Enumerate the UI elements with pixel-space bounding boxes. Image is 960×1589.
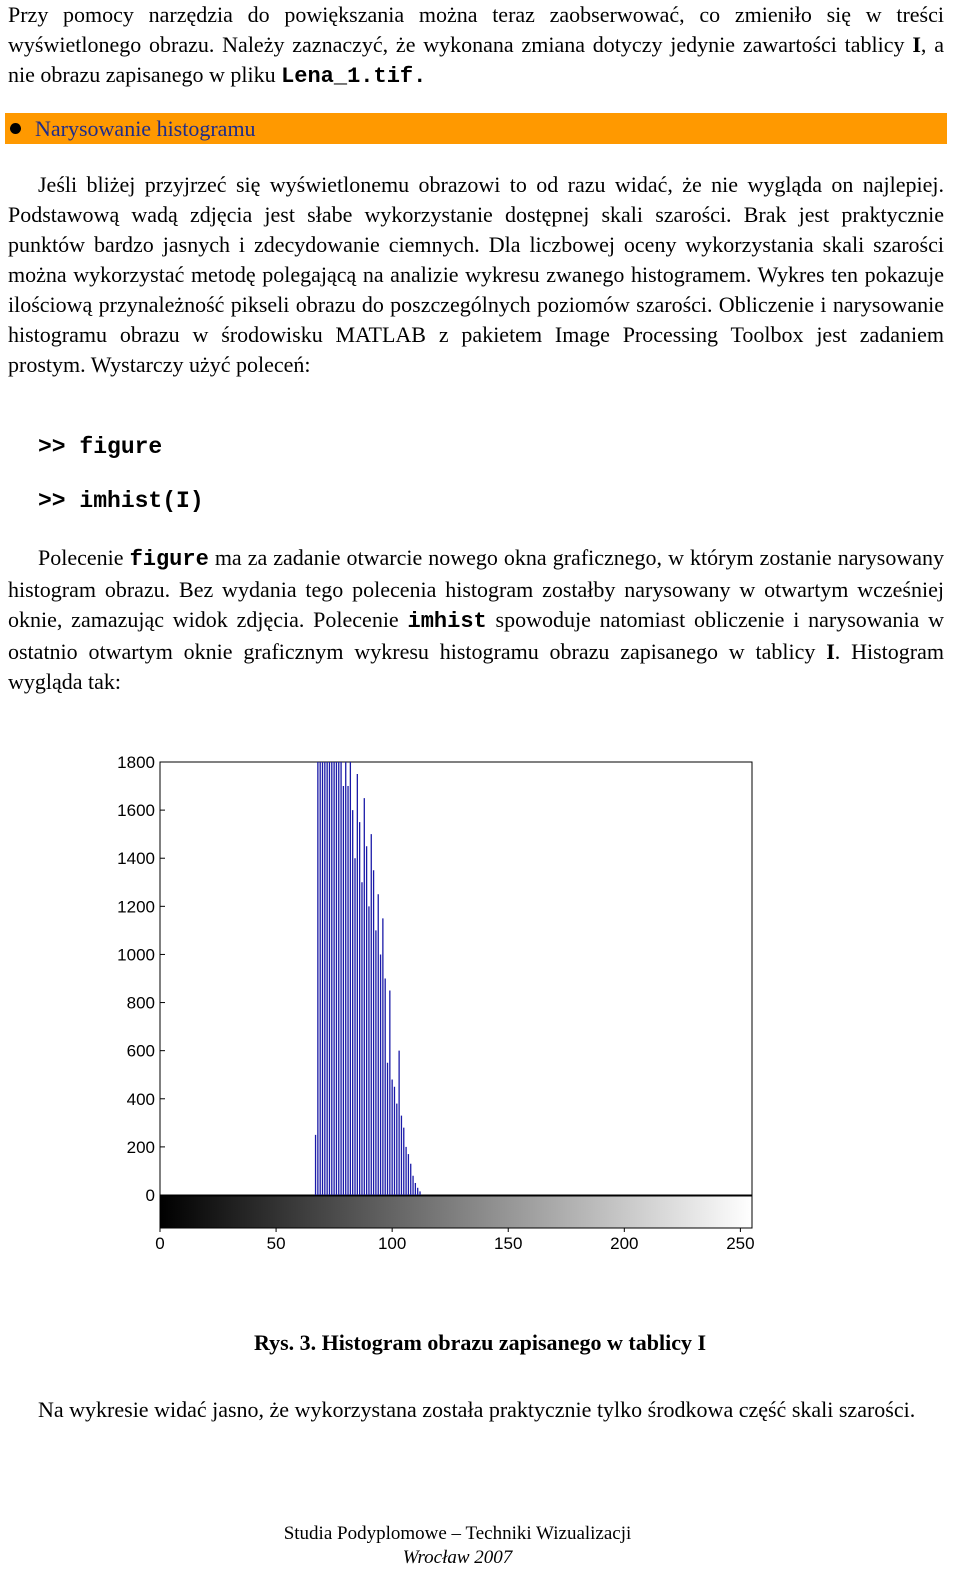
- section-header: [5, 113, 947, 144]
- conclusion-paragraph: Na wykresie widać jasno, że wykorzystana została praktycznie tylko środkowa część skali szarości.: [38, 1397, 916, 1422]
- intro-filename: Lena_1.tif.: [281, 64, 427, 89]
- y-tick-label: 1800: [117, 753, 155, 772]
- intro-text-2: , a nie obrazu zapisanego w pliku: [8, 32, 944, 87]
- histogram-chart: [100, 740, 780, 1280]
- bullet-icon: [10, 123, 21, 134]
- x-tick-label: 200: [610, 1234, 639, 1253]
- commands-paragraph: [8, 543, 944, 697]
- y-tick-label: 800: [126, 993, 155, 1013]
- p2-text-b: ma za zadanie otwarcie nowego okna graficznego, w którym zostanie narysowany histogram obrazu. Bez wydania tego polecenia histogram zostałby narysowany w otwartym wcześniej oknie, zamazując widok zdjęcia. Polecenie: [8, 545, 944, 632]
- p2-text-c: spowoduje natomiast obliczenie i narysowania w ostatnio otwartym oknie graficznym wykresu histogramu obrazu zapisanego w tablicy: [8, 607, 944, 664]
- y-tick-label: 1200: [117, 897, 155, 917]
- p2-cmd-figure: figure: [129, 547, 209, 572]
- code-imhist: >> imhist(I): [38, 488, 204, 514]
- figure-caption: Rys. 3. Histogram obrazu zapisanego w tablicy I: [253, 1330, 707, 1355]
- y-tick-label: 1000: [117, 945, 155, 965]
- section-title: Narysowanie histogramu: [35, 116, 256, 141]
- x-tick-label: 250: [726, 1234, 755, 1253]
- histogram-svg: [100, 740, 780, 1280]
- y-tick-label: 1400: [117, 849, 155, 869]
- y-axis: [117, 753, 165, 1205]
- intro-paragraph: [8, 0, 944, 92]
- x-tick-label: 150: [494, 1234, 523, 1253]
- footer-place: Wrocław 2007: [402, 1547, 513, 1568]
- plot-area: [160, 762, 752, 1195]
- p2-cmd-imhist: imhist: [407, 609, 487, 634]
- y-tick-label: 200: [126, 1137, 155, 1157]
- intro-var-I: I: [912, 32, 921, 57]
- x-tick-label: 0: [155, 1234, 165, 1253]
- grayscale-colorbar: [160, 1196, 752, 1228]
- y-tick-label: 1600: [117, 801, 155, 821]
- p2-var-I: I: [826, 639, 835, 664]
- y-tick-label: 400: [126, 1089, 155, 1109]
- x-tick-label: 100: [377, 1234, 407, 1253]
- y-tick-label: 0: [145, 1186, 155, 1205]
- histogram-intro-paragraph: Jeśli bliżej przyjrzeć się wyświetlonemu obrazowi to od razu widać, że nie wygląda on najlepiej. Podstawową wadą zdjęcia jest słabe wykorzystanie dostępnej skali szarości. Brak jest praktycznie punktów bardzo jasnych i zdecydowanie ciemnych. Dla liczbowej oceny wykorzystania skali szarości można wykorzystać metodę polegającą na analizie wykresu zwanego histogramem. Wykres ten pokazuje ilościową przynależność pikseli obrazu do poszczególnych poziomów szarości. Obliczenie i narysowanie histogramu obrazu w środowisku MATLAB z pakietem Image Processing Toolbox jest zadaniem prostym. Wystarczy użyć poleceń:: [8, 172, 944, 377]
- x-tick-label: 50: [266, 1234, 286, 1253]
- p2-text-d: . Histogram wygląda tak:: [8, 639, 944, 694]
- footer-program: Studia Podyplomowe – Techniki Wizualizacji: [283, 1523, 632, 1544]
- intro-text-1: Przy pomocy narzędzia do powiększania można teraz zaobserwować, co zmieniło się w treści wyświetlonego obrazu. Należy zaznaczyć, że wykonana zmiana dotyczy jedynie zawartości tablicy: [8, 2, 944, 57]
- x-axis: [155, 1228, 754, 1253]
- y-tick-label: 600: [126, 1041, 155, 1061]
- page-footer: [0, 1522, 915, 1570]
- p2-text-a: Polecenie: [38, 545, 130, 570]
- code-figure: >> figure: [38, 434, 163, 460]
